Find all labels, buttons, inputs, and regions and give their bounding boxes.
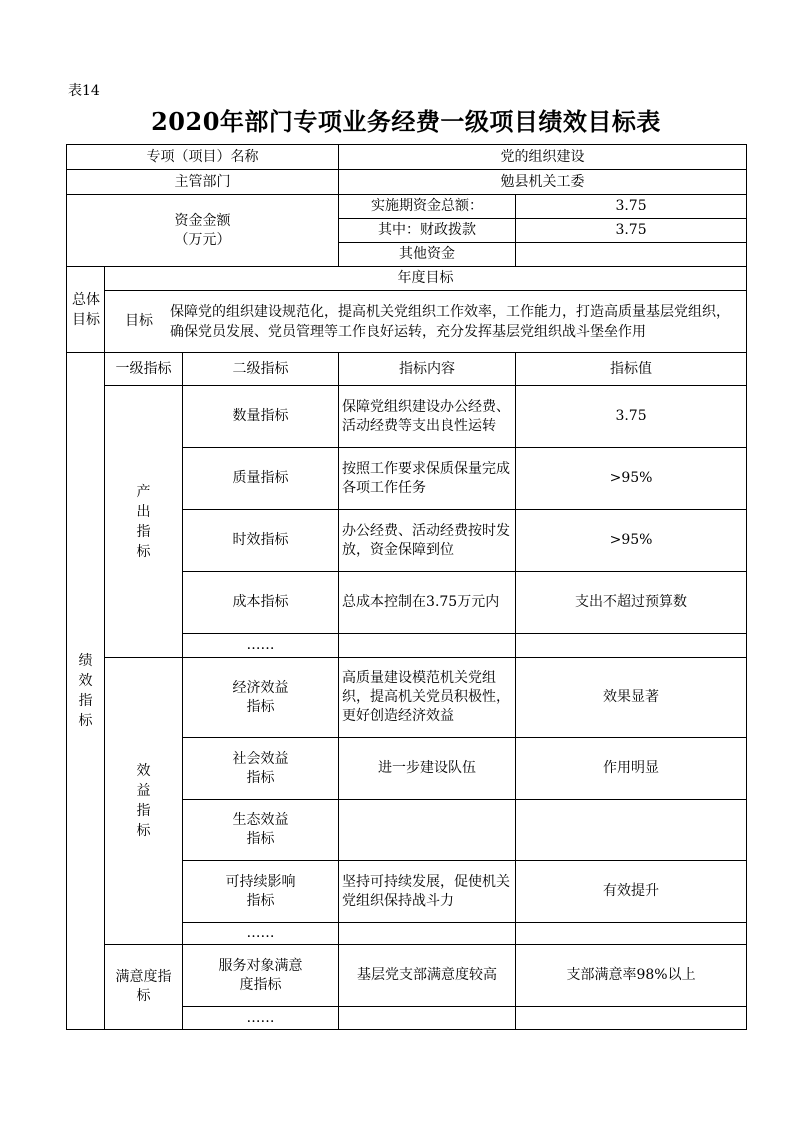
indicator-value: 支出不超过预算数 xyxy=(516,572,747,634)
project-name-value: 党的组织建设 xyxy=(339,145,747,170)
output-indicator-label: 产出指标 xyxy=(105,386,183,658)
indicator-content xyxy=(339,800,516,861)
value-header: 指标值 xyxy=(516,353,747,386)
department-row xyxy=(67,170,747,195)
overall-target-label: 总体目标 xyxy=(67,267,105,353)
indicator-content: 坚持可持续发展，促使机关党组织保持战斗力 xyxy=(339,861,516,923)
annual-target-row xyxy=(67,291,747,353)
indicator-name: 成本指标 xyxy=(183,572,339,634)
fund-fiscal-value: 3.75 xyxy=(516,219,747,243)
fund-other-value xyxy=(516,243,747,267)
empty-cell xyxy=(339,634,516,658)
indicator-value: 支部满意率98%以上 xyxy=(516,945,747,1007)
fund-fiscal-label: 其中：财政拨款 xyxy=(339,219,516,243)
page-title: 2020年部门专项业务经费一级项目绩效目标表 xyxy=(151,107,661,136)
indicator-content: 办公经费、活动经费按时发放，资金保障到位 xyxy=(339,510,516,572)
table-number: 表14 xyxy=(68,83,100,99)
fund-amount-label-line2: （万元） xyxy=(174,231,231,248)
indicator-name: 服务对象满意度指标 xyxy=(183,945,339,1007)
indicator-name: 生态效益指标 xyxy=(183,800,339,861)
table-row xyxy=(67,386,747,448)
fund-amount-label xyxy=(67,195,339,267)
indicator-name: 质量指标 xyxy=(183,448,339,510)
annual-target-header-row xyxy=(67,267,747,291)
indicator-name: 经济效益指标 xyxy=(183,658,339,738)
fund-total-label: 实施期资金总额： xyxy=(339,195,516,219)
indicator-name: 社会效益指标 xyxy=(183,738,339,800)
indicator-name: 数量指标 xyxy=(183,386,339,448)
annual-target-cell xyxy=(105,291,747,353)
fund-amount-label-line1: 资金金额 xyxy=(174,212,231,229)
performance-target-table xyxy=(66,144,747,1030)
benefit-indicator-label: 效益指标 xyxy=(105,658,183,945)
indicator-header-row xyxy=(67,353,747,386)
indicator-content: 保障党组织建设办公经费、活动经费等支出良性运转 xyxy=(339,386,516,448)
indicator-value: >95% xyxy=(516,510,747,572)
empty-cell xyxy=(516,634,747,658)
empty-cell xyxy=(516,923,747,945)
indicator-content: 基层党支部满意度较高 xyxy=(339,945,516,1007)
more-ellipsis: …… xyxy=(183,1007,339,1030)
fund-total-value: 3.75 xyxy=(516,195,747,219)
satisfaction-indicator-label: 满意度指标 xyxy=(105,945,183,1030)
indicator-content: 进一步建设队伍 xyxy=(339,738,516,800)
content-header: 指标内容 xyxy=(339,353,516,386)
project-name-row xyxy=(67,145,747,170)
empty-cell xyxy=(516,1007,747,1030)
annual-target-label: 年度目标 xyxy=(105,267,747,291)
indicator-name: 可持续影响指标 xyxy=(183,861,339,923)
goal-label: 目标 xyxy=(125,313,153,329)
level1-header: 一级指标 xyxy=(105,353,183,386)
fund-total-row xyxy=(67,195,747,219)
indicator-value xyxy=(516,800,747,861)
fund-other-label: 其他资金 xyxy=(339,243,516,267)
empty-cell xyxy=(339,923,516,945)
more-ellipsis: …… xyxy=(183,634,339,658)
level2-header: 二级指标 xyxy=(183,353,339,386)
more-ellipsis: …… xyxy=(183,923,339,945)
empty-cell xyxy=(339,1007,516,1030)
indicator-value: >95% xyxy=(516,448,747,510)
indicator-content: 按照工作要求保质保量完成各项工作任务 xyxy=(339,448,516,510)
department-label: 主管部门 xyxy=(67,170,339,195)
indicator-value: 作用明显 xyxy=(516,738,747,800)
indicator-value: 有效提升 xyxy=(516,861,747,923)
table-row xyxy=(67,945,747,1007)
project-name-label: 专项（项目）名称 xyxy=(67,145,339,170)
department-value: 勉县机关工委 xyxy=(339,170,747,195)
performance-indicator-label: 绩效指标 xyxy=(67,353,105,1030)
indicator-value: 3.75 xyxy=(516,386,747,448)
table-row xyxy=(67,658,747,738)
goal-text: 保障党的组织建设规范化，提高机关党组织工作效率，工作能力，打造高质量基层党组织，确保党员发展、党员管理等工作良好运转，充分发挥基层党组织战斗堡垒作用 xyxy=(170,303,730,340)
indicator-content: 总成本控制在3.75万元内 xyxy=(339,572,516,634)
indicator-name: 时效指标 xyxy=(183,510,339,572)
indicator-value: 效果显著 xyxy=(516,658,747,738)
indicator-content: 高质量建设模范机关党组织，提高机关党员积极性，更好创造经济效益 xyxy=(339,658,516,738)
